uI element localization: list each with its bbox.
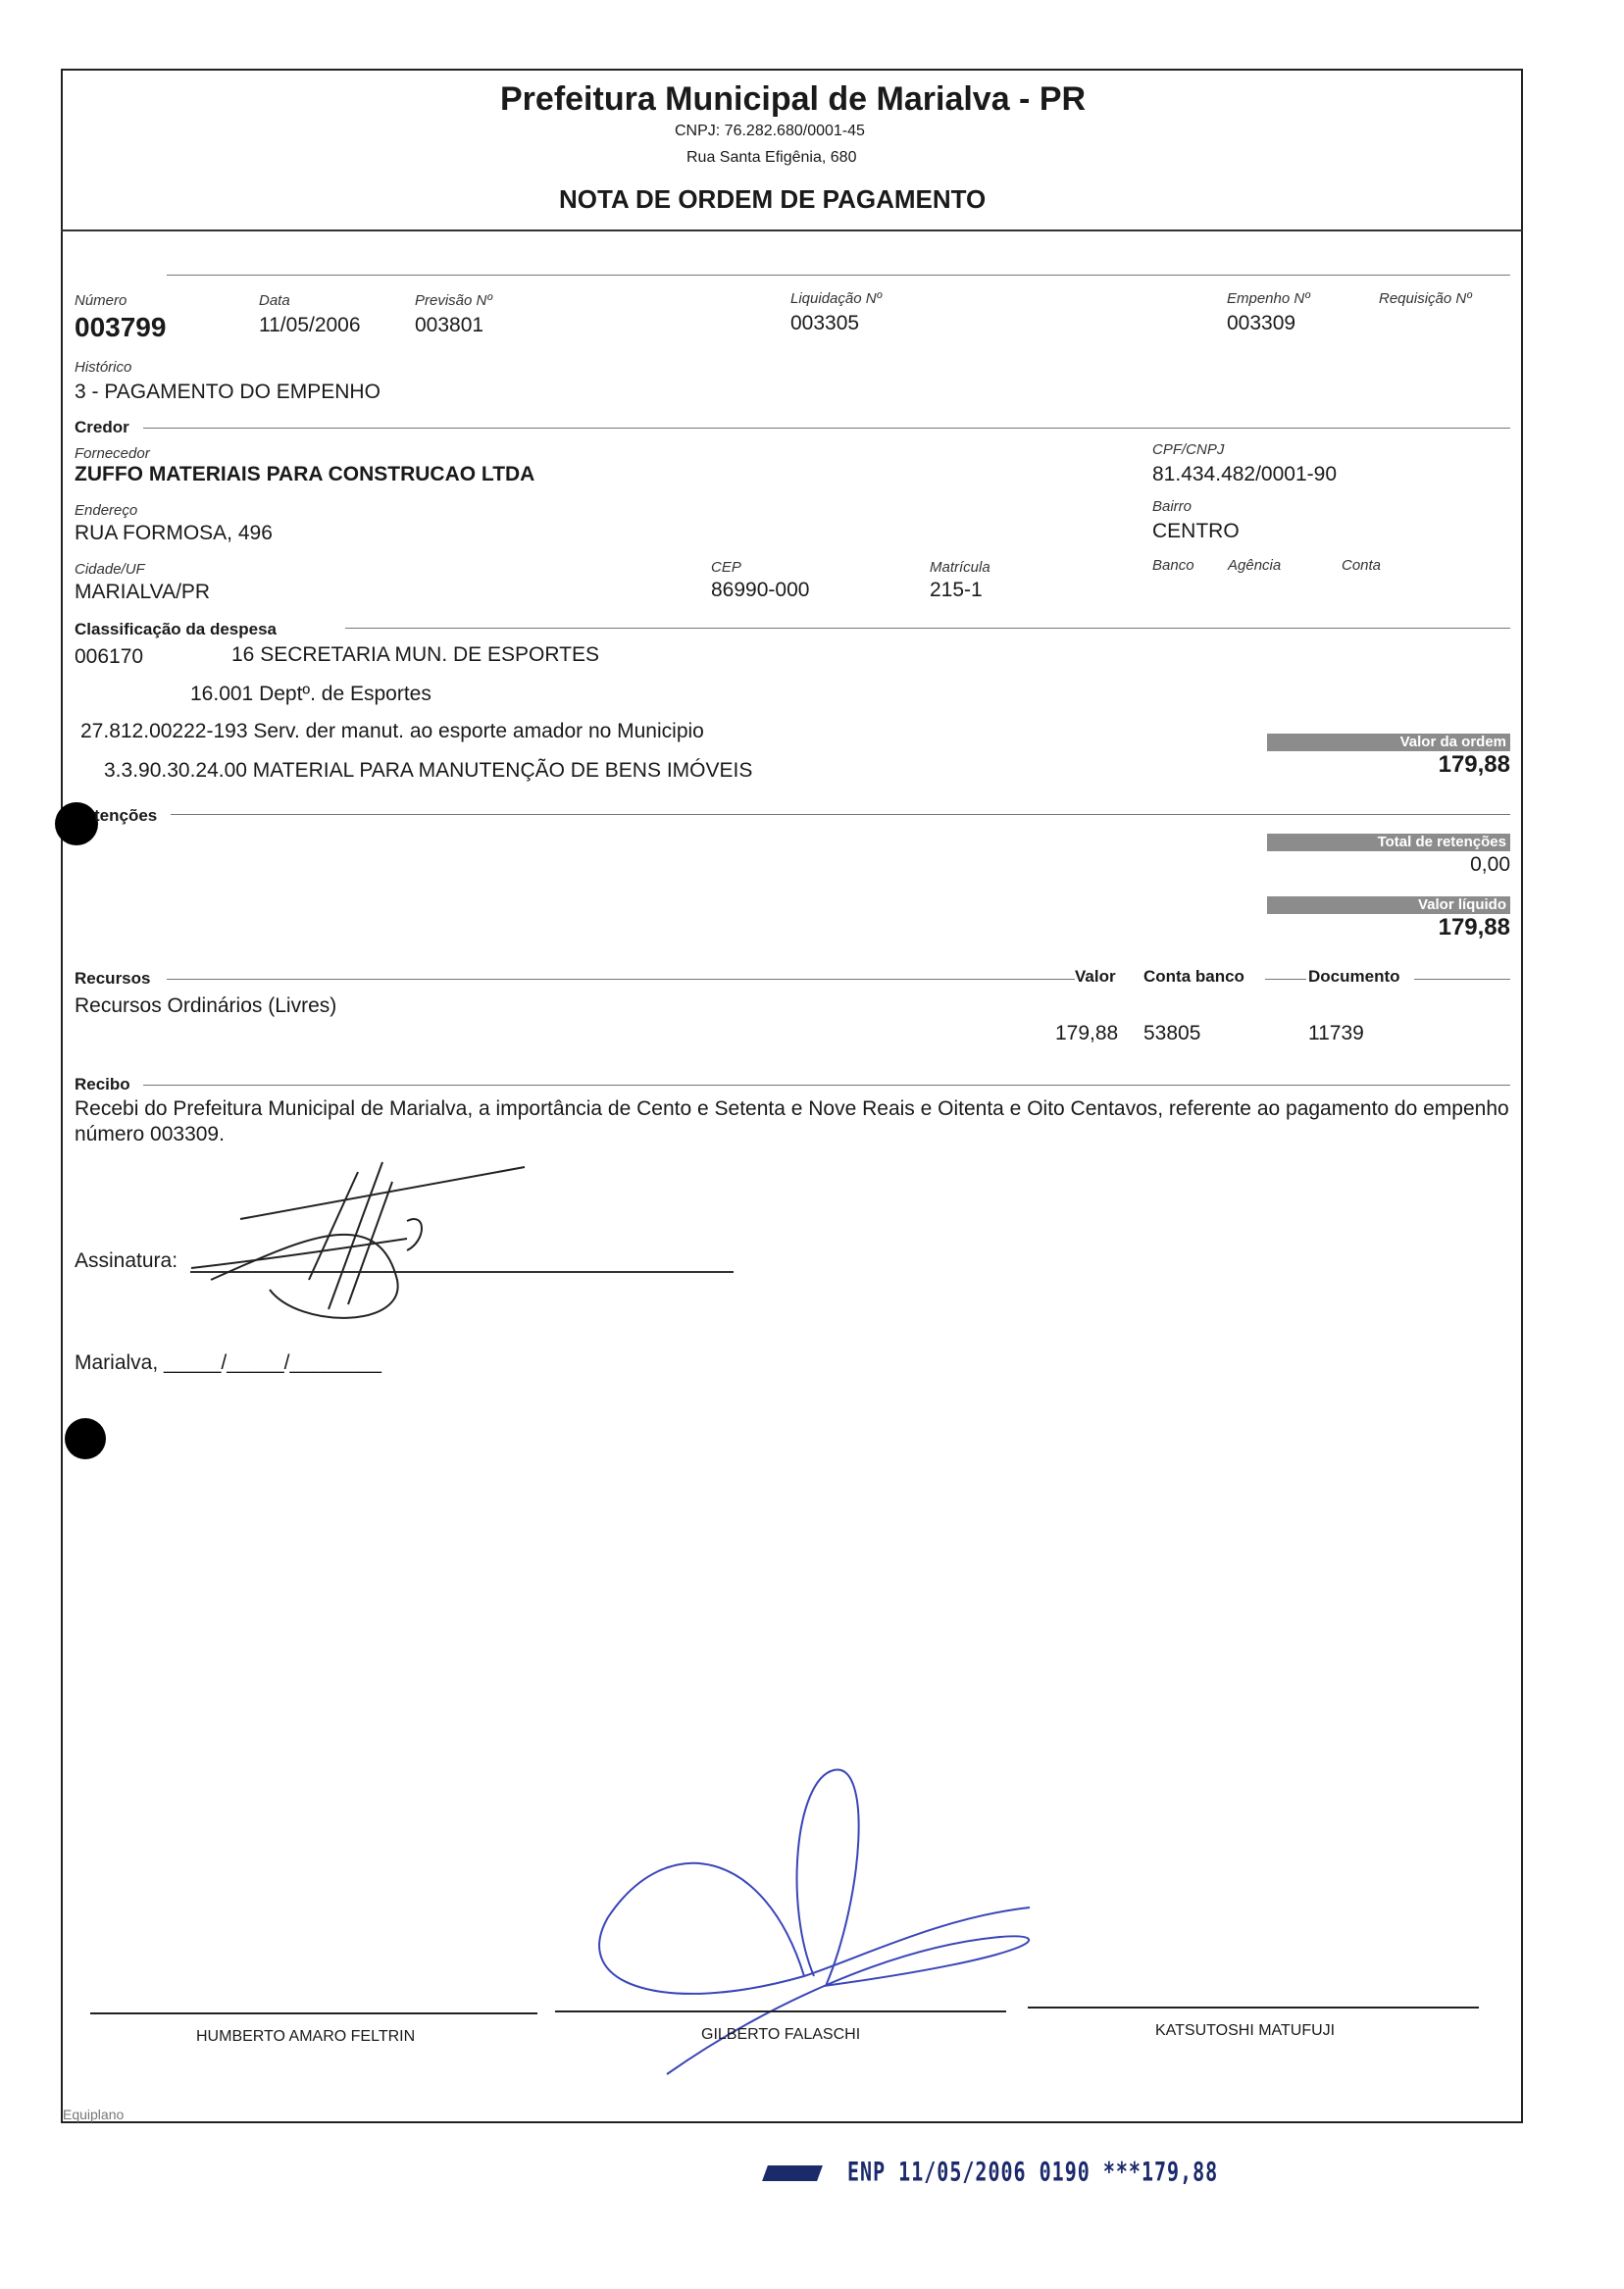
valor-ordem-value: 179,88: [1438, 751, 1510, 778]
previsao-label: Previsão Nº: [415, 292, 492, 309]
matricula-value: 215-1: [930, 579, 983, 601]
agencia-label: Agência: [1228, 557, 1282, 574]
credor-section: Credor: [75, 418, 129, 436]
matricula-label: Matrícula: [930, 559, 990, 576]
punch-hole-top: [55, 802, 98, 845]
ids-top-line: [167, 275, 1510, 276]
bairro-value: CENTRO: [1152, 520, 1240, 542]
signatory-2: GILBERTO FALASCHI: [701, 2026, 861, 2043]
payment-stamp: ENP 11/05/2006 0190 ***179,88: [847, 2156, 1219, 2188]
empenho-label: Empenho Nº: [1227, 290, 1310, 307]
recursos-line-2: [1265, 979, 1306, 980]
recibo-text: Recebi do Prefeitura Municipal de Marialva, a importância de Cento e Setenta e Nove Reais e Oitenta e Oito Centavos, referente ao pagamento do empenho número 003309.: [75, 1097, 1509, 1145]
signatory-3: KATSUTOSHI MATUFUJI: [1155, 2022, 1336, 2039]
doc-title: NOTA DE ORDEM DE PAGAMENTO: [559, 184, 987, 214]
recibo-section: Recibo: [75, 1075, 130, 1094]
data-label: Data: [259, 292, 290, 309]
assinatura-label: Assinatura:: [75, 1249, 178, 1272]
fornecedor-value: ZUFFO MATERIAIS PARA CONSTRUCAO LTDA: [75, 463, 535, 485]
historico-label: Histórico: [75, 359, 132, 376]
class-code: 006170: [75, 645, 144, 668]
signatory-line-3: [1028, 2007, 1479, 2009]
signatory-1: HUMBERTO AMARO FELTRIN: [196, 2028, 416, 2045]
recursos-conta-label: Conta banco: [1143, 967, 1244, 986]
total-retencoes-label: Total de retenções: [1267, 834, 1510, 851]
class-unit: 16.001 Deptº. de Esportes: [190, 683, 431, 705]
data-value: 11/05/2006: [259, 314, 361, 336]
requisicao-label: Requisição Nº: [1379, 290, 1472, 307]
banco-label: Banco: [1152, 557, 1194, 574]
recursos-section: Recursos: [75, 969, 151, 988]
recibo-line: [143, 1085, 1510, 1086]
conta-label: Conta: [1342, 557, 1382, 574]
credor-line: [143, 428, 1510, 429]
assinatura-signature: [181, 1143, 554, 1329]
valor-ordem-label: Valor da ordem: [1267, 734, 1510, 751]
signatory-line-1: [90, 2012, 537, 2014]
recursos-documento: 11739: [1308, 1022, 1364, 1044]
empenho-value: 003309: [1227, 312, 1296, 334]
signatory-line-2: [555, 2010, 1006, 2012]
header-title: Prefeitura Municipal de Marialva - PR: [500, 80, 1087, 118]
historico-value: 3 - PAGAMENTO DO EMPENHO: [75, 381, 381, 403]
liquidacao-value: 003305: [790, 312, 860, 334]
recursos-valor: 179,88: [1055, 1022, 1119, 1044]
software-footer: Equiplano: [63, 2107, 125, 2122]
total-retencoes-value: 0,00: [1470, 853, 1510, 876]
valor-liquido-value: 179,88: [1438, 914, 1510, 941]
bairro-label: Bairro: [1152, 498, 1193, 515]
cep-value: 86990-000: [711, 579, 810, 601]
stamp-logo: [762, 2165, 823, 2181]
classificacao-section: Classificação da despesa: [75, 620, 278, 638]
cidade-value: MARIALVA/PR: [75, 581, 211, 603]
marialva-date-line: Marialva, _____/_____/________: [75, 1351, 381, 1374]
class-element: 3.3.90.30.24.00 MATERIAL PARA MANUTENÇÃO DE BENS IMÓVEIS: [104, 759, 753, 782]
recursos-valor-label: Valor: [1075, 967, 1116, 986]
classificacao-line: [345, 628, 1510, 629]
punch-hole-bottom: [65, 1418, 106, 1459]
recursos-conta: 53805: [1143, 1022, 1201, 1044]
endereco-label: Endereço: [75, 502, 138, 519]
cep-label: CEP: [711, 559, 741, 576]
header-address: Rua Santa Efigênia, 680: [686, 149, 857, 166]
header-cnpj: CNPJ: 76.282.680/0001-45: [675, 123, 865, 139]
numero-label: Número: [75, 292, 127, 309]
recursos-item: Recursos Ordinários (Livres): [75, 994, 337, 1017]
endereco-value: RUA FORMOSA, 496: [75, 522, 273, 544]
valor-liquido-label: Valor líquido: [1267, 896, 1510, 914]
retencoes-section: tenções: [94, 806, 158, 825]
liquidacao-label: Liquidação Nº: [790, 290, 883, 307]
recursos-line: [167, 979, 1075, 980]
class-org: 16 SECRETARIA MUN. DE ESPORTES: [231, 643, 599, 666]
header-divider: [61, 229, 1523, 231]
retencoes-line: [171, 814, 1510, 815]
recursos-documento-label: Documento: [1308, 967, 1400, 986]
recursos-line-3: [1414, 979, 1510, 980]
cidade-label: Cidade/UF: [75, 561, 145, 578]
cpf-label: CPF/CNPJ: [1152, 441, 1225, 458]
numero-value: 003799: [75, 312, 167, 342]
fornecedor-label: Fornecedor: [75, 445, 150, 462]
previsao-value: 003801: [415, 314, 484, 336]
cpf-value: 81.434.482/0001-90: [1152, 463, 1338, 485]
class-program: 27.812.00222-193 Serv. der manut. ao esporte amador no Municipio: [80, 720, 704, 742]
